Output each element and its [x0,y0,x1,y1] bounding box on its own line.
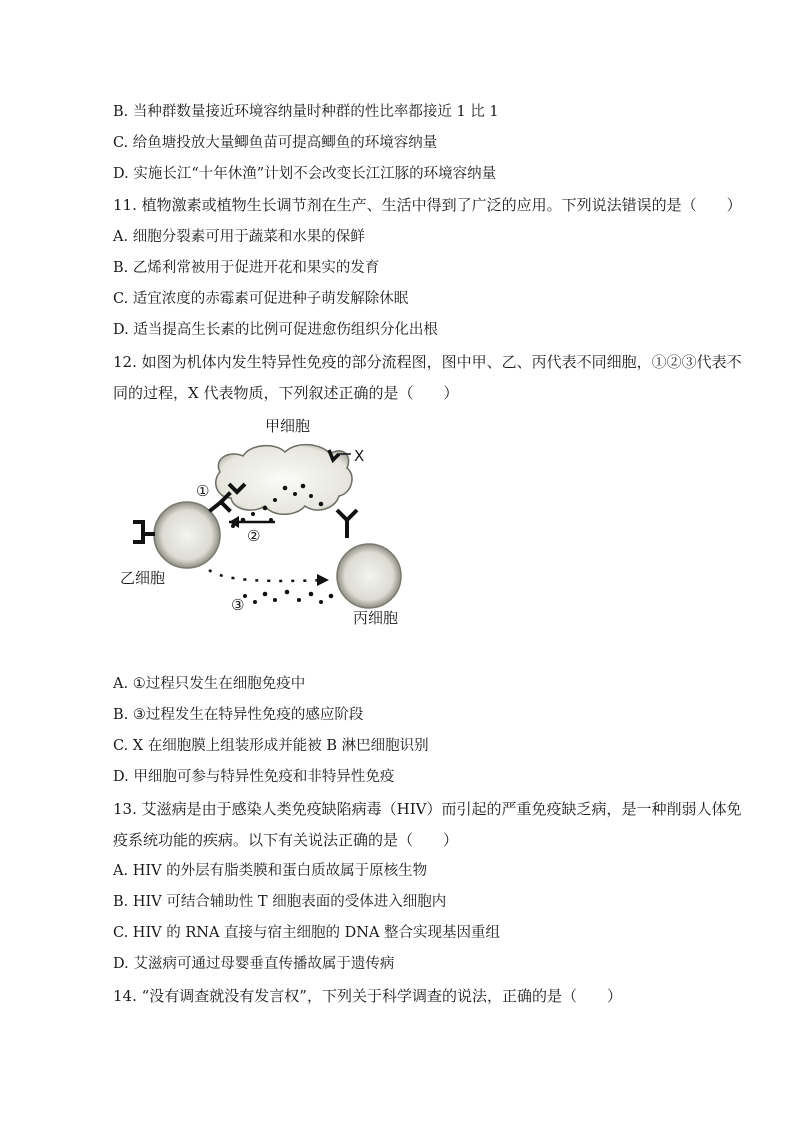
q13-option-c: C. HIV 的 RNA 直接与宿主细胞的 DNA 整合实现基因重组 [113,925,501,941]
q12-option-c: C. X 在细胞膜上组装形成并能被 B 淋巴细胞识别 [113,738,429,754]
q10-option-c: C. 给鱼塘投放大量鲫鱼苗可提高鲫鱼的环境容纳量 [113,135,438,151]
label-cell-yi: 乙细胞 [120,569,166,587]
secretion-dots-3 [243,590,333,604]
label-step-3: ③ [231,596,245,614]
receptor-yi-top [211,494,229,510]
q13-stem-line2: 疫系统功能的疾病。以下有关说法正确的是（ ） [113,831,459,849]
q13-option-a: A. HIV 的外层有脂类膜和蛋白质故属于原核生物 [113,863,428,879]
q14-stem: 14. “没有调查就没有发言权”，下列关于科学调查的说法，正确的是（ ） [113,987,622,1005]
cell-bing-shape [337,544,401,608]
q11-option-b: B. 乙烯利常被用于促进开花和果实的发育 [113,260,380,276]
q13-option-b: B. HIV 可结合辅助性 T 细胞表面的受体进入细胞内 [113,894,447,910]
q11-stem: 11. 植物激素或植物生长调节剂在生产、生活中得到了广泛的应用。下列说法错误的是（ ） [113,196,742,214]
q10-option-d: D. 实施长江“十年休渔”计划不会改变长江江豚的环境容纳量 [113,166,497,182]
q12-option-a: A. ①过程只发生在细胞免疫中 [113,676,306,692]
q11-option-d: D. 适当提高生长素的比例可促进愈伤组织分化出根 [113,322,438,338]
immune-flow-figure [120,410,425,635]
q12-stem-line2: 同的过程，X 代表物质，下列叙述正确的是（ ） [113,384,459,402]
q12-option-d: D. 甲细胞可参与特异性免疫和非特异性免疫 [113,769,395,785]
q10-option-b: B. 当种群数量接近环境容纳量时种群的性比率都接近 1 比 1 [113,104,499,120]
receptor-yi-left [135,522,153,542]
arrow-step-3-head [317,574,329,586]
label-step-2: ② [247,527,261,545]
q11-option-a: A. 细胞分裂素可用于蔬菜和水果的保鲜 [113,229,365,245]
q12-option-b: B. ③过程发生在特异性免疫的感应阶段 [113,707,364,723]
arrow-step-3 [209,570,325,581]
label-step-1: ① [196,482,210,500]
immune-diagram [125,410,425,635]
q11-option-c: C. 适宜浓度的赤霉素可促进种子萌发解除休眠 [113,291,409,307]
q13-stem-line1: 13. 艾滋病是由于感染人类免疫缺陷病毒（HIV）而引起的严重免疫缺乏病，是一种削弱人体免 [113,800,742,818]
label-cell-bing: 丙细胞 [353,609,399,627]
q12-stem-line1: 12. 如图为机体内发生特异性免疫的部分流程图，图中甲、乙、丙代表不同细胞，①②③代表不 [113,353,742,371]
q13-option-d: D. 艾滋病可通过母婴垂直传播故属于遗传病 [113,956,395,972]
label-cell-jia: 甲细胞 [265,417,311,435]
receptor-bing [337,510,357,538]
label-x: X [354,447,365,465]
